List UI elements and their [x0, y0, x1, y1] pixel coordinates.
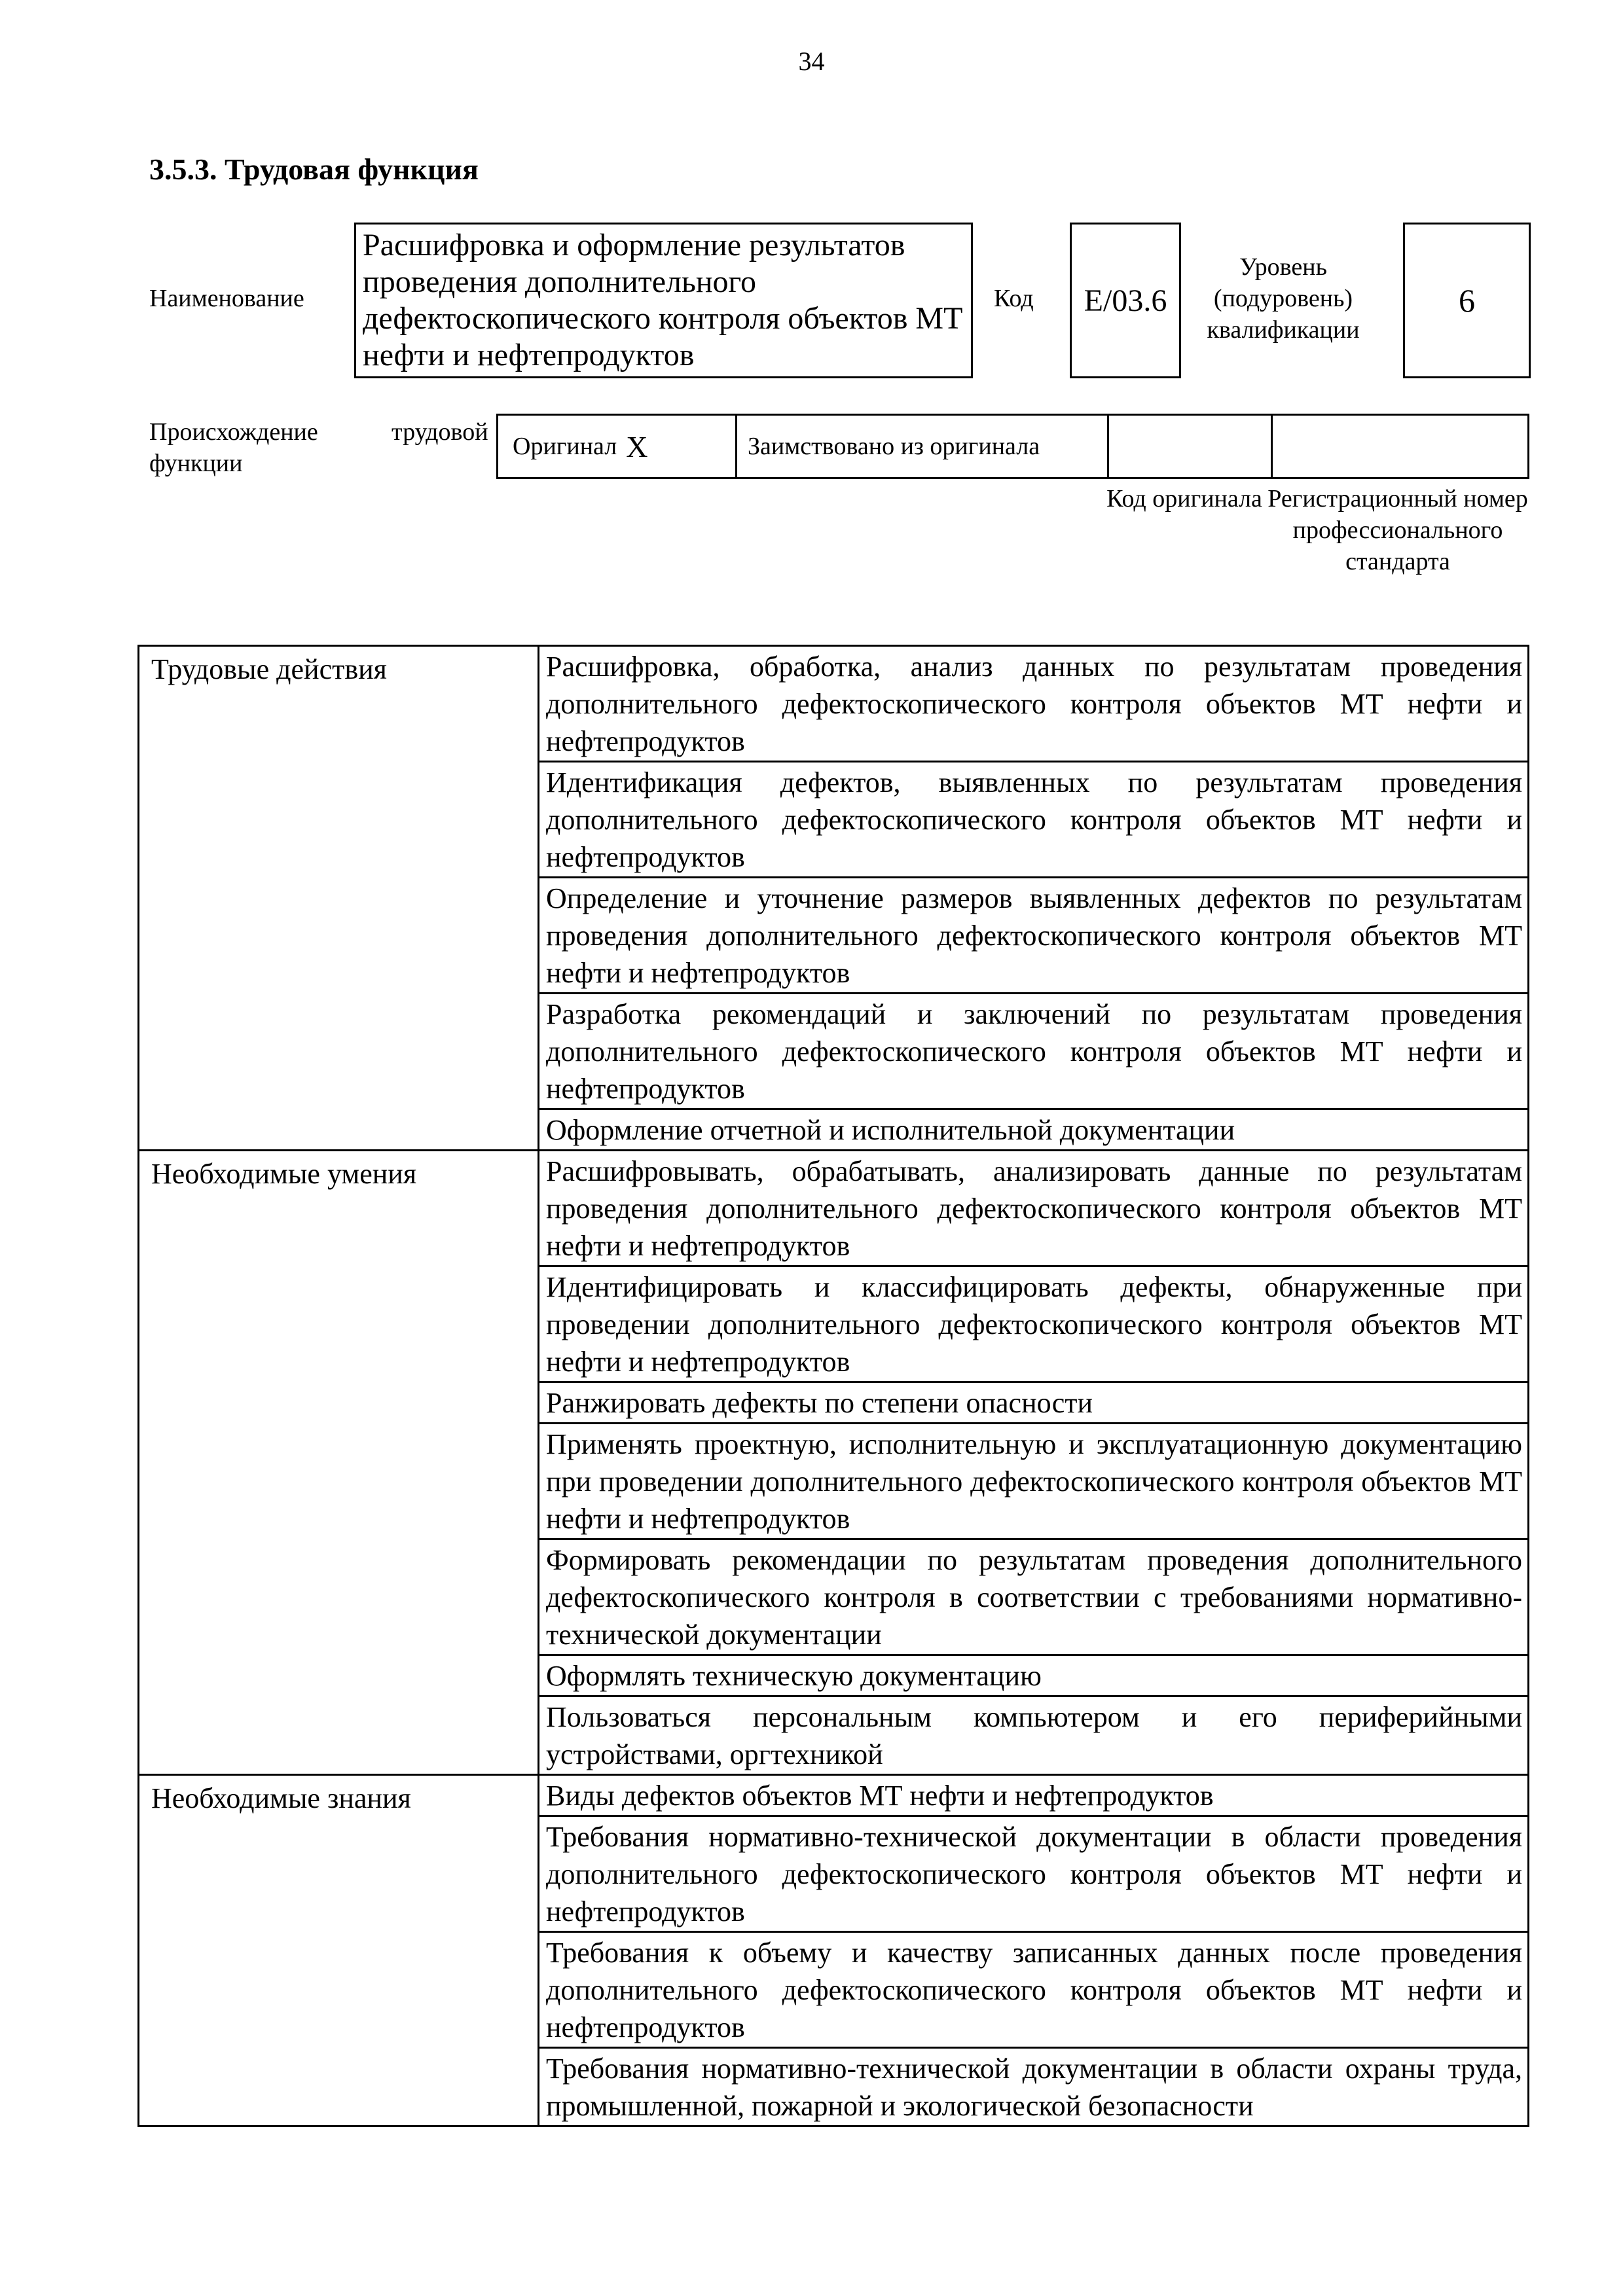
qualification-level-label: Уровень (подуровень) квалификации — [1207, 253, 1360, 344]
qualification-level-box: 6 — [1403, 223, 1531, 378]
table-row — [139, 1151, 1529, 1266]
borrowed-cell — [737, 416, 1109, 477]
section-title: Необходимые знания — [139, 1775, 539, 2126]
origin-row — [496, 414, 1529, 479]
table-cell: Пользоваться персональным компьютером и его периферийными устройствами, оргтехникой — [539, 1696, 1529, 1775]
original-mark: X — [626, 429, 648, 463]
table-cell: Оформление отчетной и исполнительной документации — [539, 1109, 1529, 1151]
page-number: 34 — [798, 46, 825, 76]
function-name-box: Расшифровка и оформление результатов проведения дополнительного дефектоскопического контроля объектов МТ нефти и нефтепродуктов — [354, 223, 973, 378]
function-details-table — [137, 645, 1529, 2127]
table-row — [139, 1775, 1529, 1816]
original-code-cell — [1109, 416, 1273, 477]
function-code-box: Е/03.6 — [1070, 223, 1181, 378]
origin-label-part1: Происхождение — [149, 418, 318, 446]
original-code-caption: Код оригинала — [1106, 485, 1262, 512]
section-heading: 3.5.3. Трудовая функция — [149, 152, 479, 186]
section-title: Трудовые действия — [139, 646, 539, 1151]
table-cell: Ранжировать дефекты по степени опасности — [539, 1382, 1529, 1424]
table-cell: Требования к объему и качеству записанных данных после проведения дополнительного дефектоскопического контроля объектов МТ нефти и нефтепродуктов — [539, 1932, 1529, 2048]
original-cell — [498, 416, 737, 477]
borrowed-label: Заимствовано из оригинала — [748, 433, 1040, 460]
reg-number-caption: Регистрационный номер профессионального стандарта — [1267, 485, 1528, 575]
table-cell: Требования нормативно-технической документации в области охраны труда, промышленной, пожарной и экологической безопасности — [539, 2048, 1529, 2126]
code-label: Код — [994, 285, 1034, 312]
table-cell: Оформлять техническую документацию — [539, 1655, 1529, 1696]
table-cell: Формировать рекомендации по результатам проведения дополнительного дефектоскопического контроля в соответствии с требованиями нормативно-технической документации — [539, 1539, 1529, 1655]
table-cell: Расшифровывать, обрабатывать, анализировать данные по результатам проведения дополнительного дефектоскопического контроля объектов МТ нефти и нефтепродуктов — [539, 1151, 1529, 1266]
reg-number-cell — [1273, 416, 1527, 477]
origin-label-part2: трудовой — [392, 418, 488, 446]
table-cell: Применять проектную, исполнительную и эксплуатационную документацию при проведении дополнительного дефектоскопического контроля объектов МТ нефти и нефтепродуктов — [539, 1424, 1529, 1539]
table-cell: Расшифровка, обработка, анализ данных по результатам проведения дополнительного дефектоскопического контроля объектов МТ нефти и нефтепродуктов — [539, 646, 1529, 762]
table-cell: Виды дефектов объектов МТ нефти и нефтепродуктов — [539, 1775, 1529, 1816]
table-row — [139, 646, 1529, 762]
original-label: Оригинал — [513, 433, 617, 460]
table-cell: Идентифицировать и классифицировать дефекты, обнаруженные при проведении дополнительного дефектоскопического контроля объектов МТ нефти и нефтепродуктов — [539, 1266, 1529, 1382]
origin-label-part3: функции — [149, 450, 243, 477]
table-cell: Идентификация дефектов, выявленных по результатам проведения дополнительного дефектоскопического контроля объектов МТ нефти и нефтепродуктов — [539, 762, 1529, 878]
table-cell: Требования нормативно-технической документации в области проведения дополнительного дефектоскопического контроля объектов МТ нефти и нефтепродуктов — [539, 1816, 1529, 1932]
table-cell: Разработка рекомендаций и заключений по результатам проведения дополнительного дефектоскопического контроля объектов МТ нефти и нефтепродуктов — [539, 994, 1529, 1109]
name-label: Наименование — [149, 285, 304, 312]
table-cell: Определение и уточнение размеров выявленных дефектов по результатам проведения дополнительного дефектоскопического контроля объектов МТ нефти и нефтепродуктов — [539, 878, 1529, 994]
section-title: Необходимые умения — [139, 1151, 539, 1775]
